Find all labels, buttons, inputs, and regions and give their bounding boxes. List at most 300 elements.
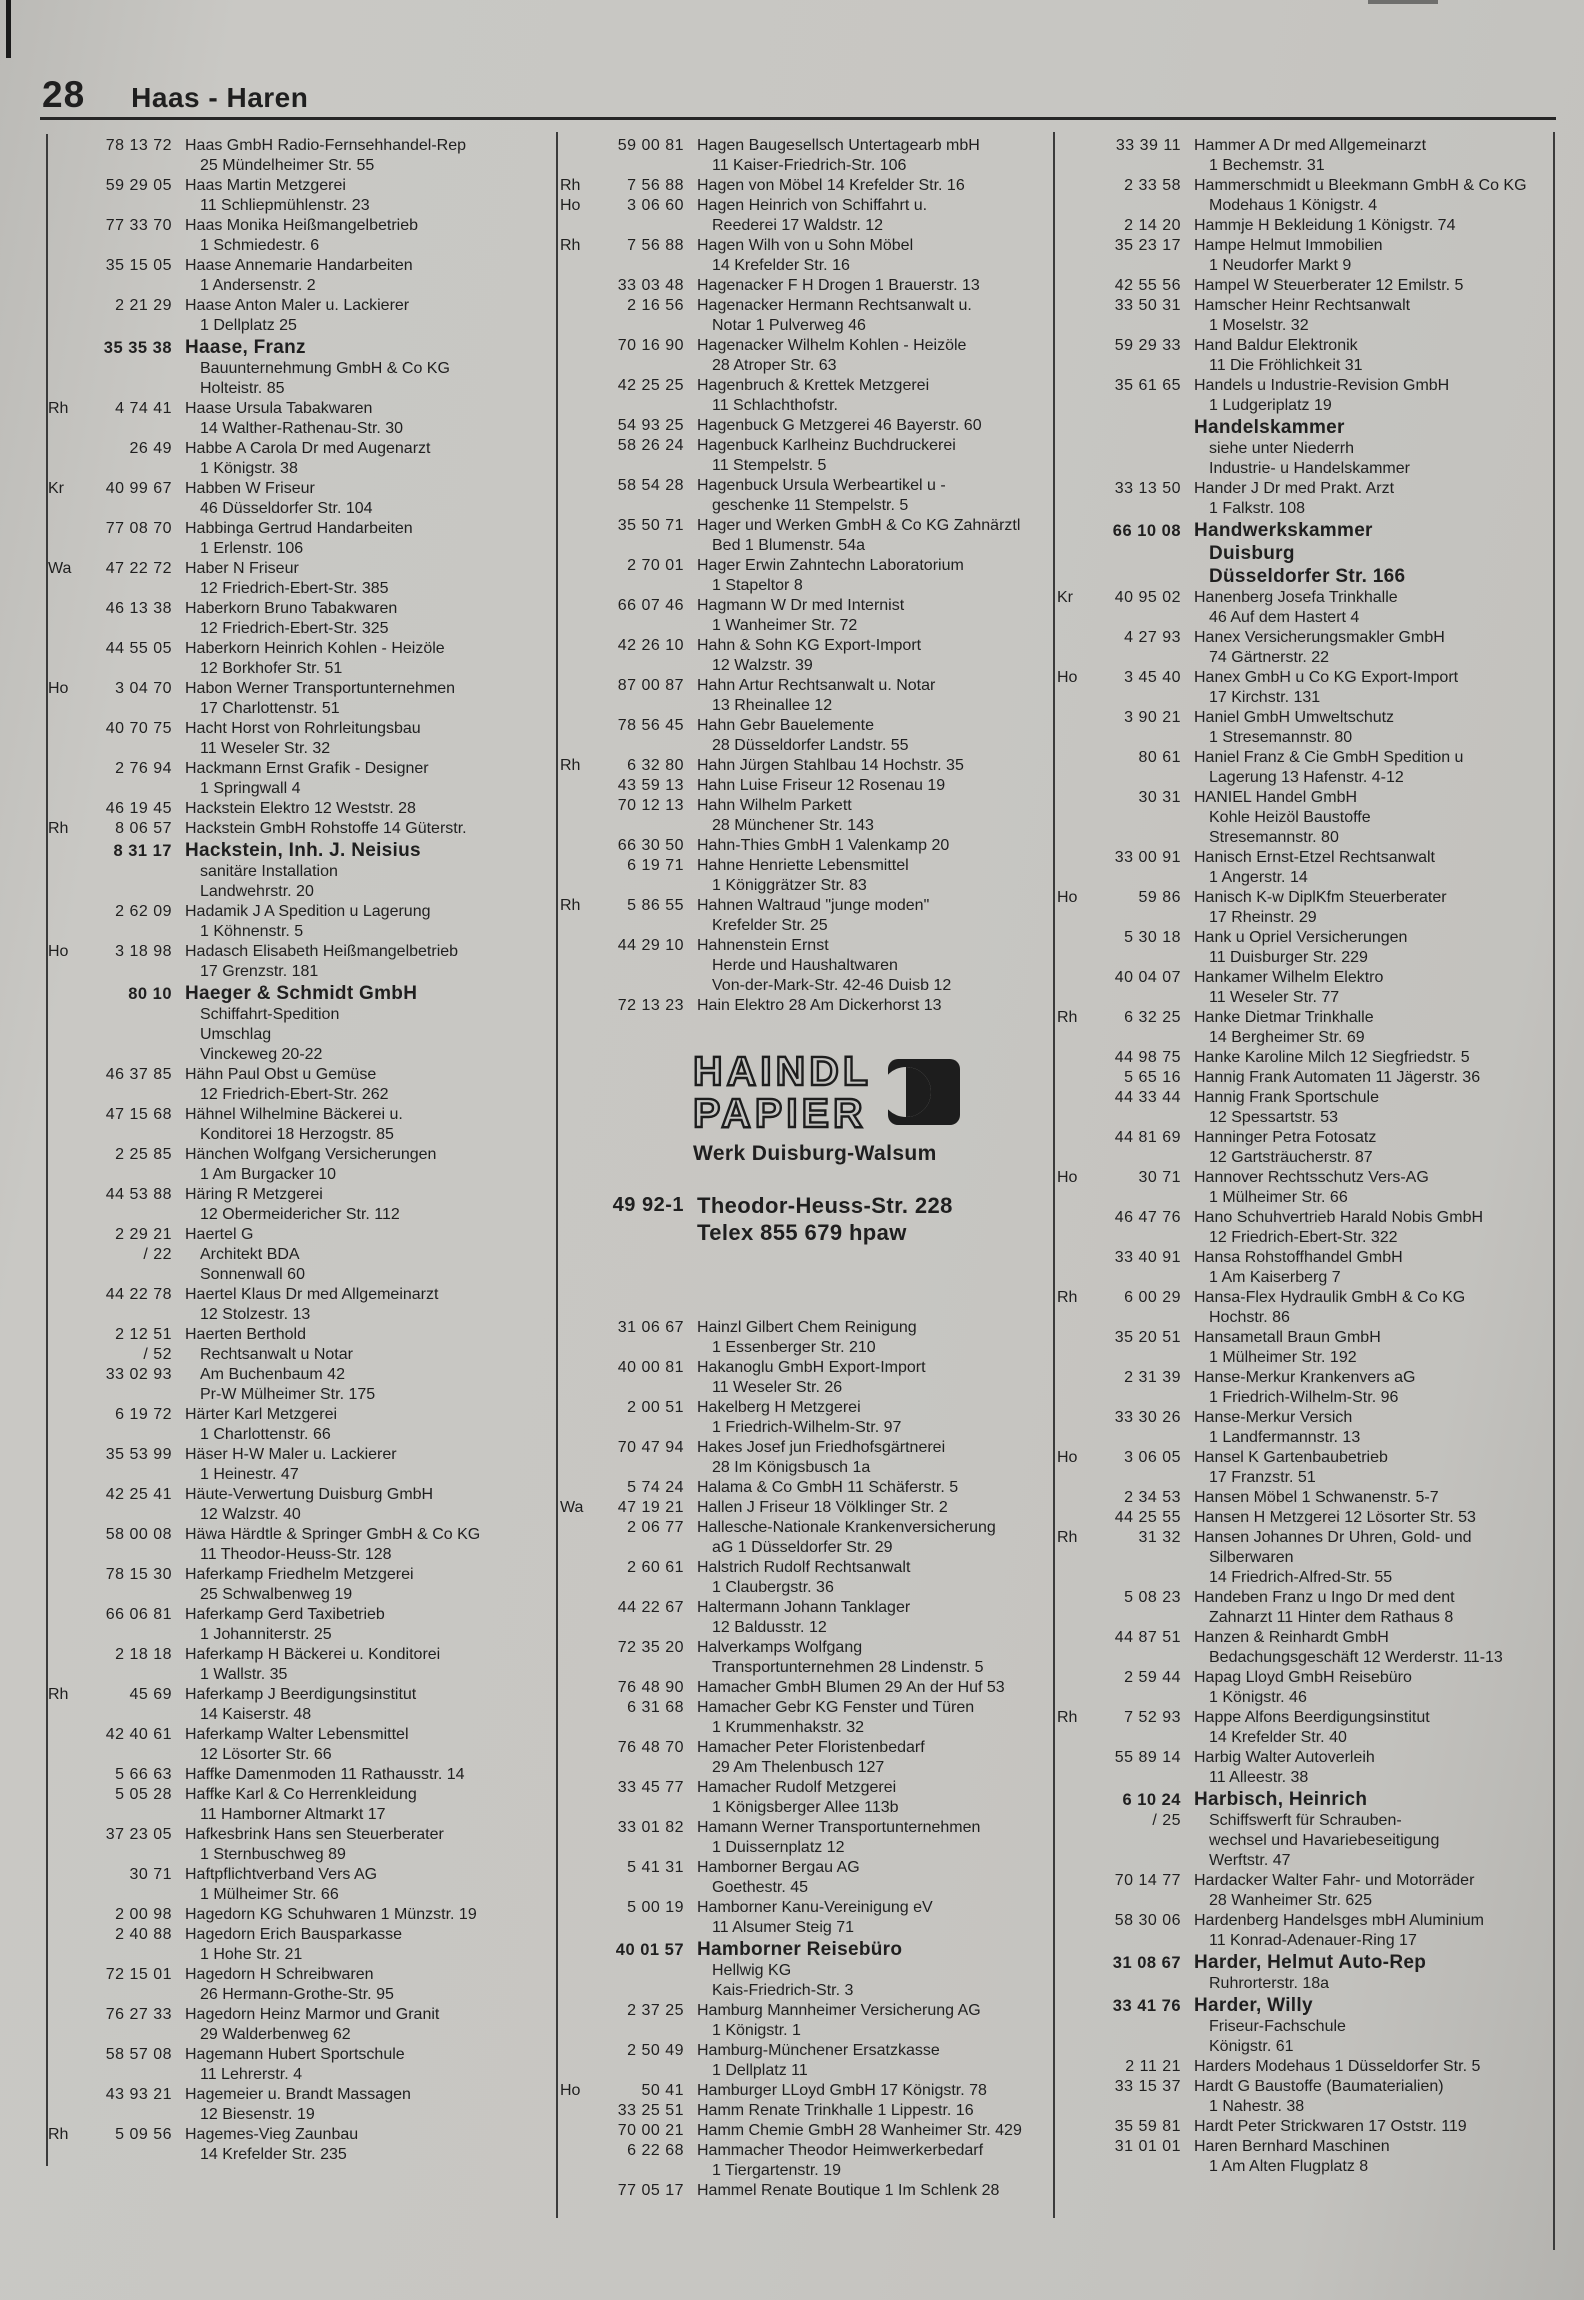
- directory-entry-bold-row: [1057, 542, 1551, 565]
- entry-text: Häwa Härdtle & Springer GmbH & Co KG: [185, 1526, 481, 1543]
- entry-text: 28 Wanheimer Str. 625: [1209, 1892, 1373, 1909]
- entry-text: Haase Ursula Tabakwaren: [185, 400, 373, 417]
- phone-number: 59 29 33: [1114, 337, 1181, 354]
- entry-text: Hamacher GmbH Blumen 29 An der Huf 53: [697, 1679, 1005, 1696]
- phone-number: 7 56 88: [627, 237, 684, 254]
- phone-number: 4 27 93: [1124, 629, 1181, 646]
- entry-text: Hagemeier u. Brandt Massagen: [185, 2086, 411, 2103]
- phone-number: 70 47 94: [617, 1439, 684, 1456]
- entry-text: Werftstr. 47: [1209, 1852, 1291, 1869]
- entry-text: 1 Am Alten Flugplatz 8: [1209, 2158, 1369, 2175]
- entry-text: Hander J Dr med Prakt. Arzt: [1194, 480, 1395, 497]
- entry-text: Hakanoglu GmbH Export-Import: [697, 1359, 926, 1376]
- directory-entry-row: [1057, 1108, 1551, 1128]
- entry-text: 1 Am Kaiserberg 7: [1209, 1269, 1341, 1286]
- directory-entry-row: [560, 1738, 1051, 1758]
- entry-text: Hallen J Friseur 18 Völklinger Str. 2: [697, 1499, 948, 1516]
- directory-entry-bold-row: [1057, 1994, 1551, 2017]
- phone-number: 70 16 90: [617, 337, 684, 354]
- directory-entry-row: [48, 479, 553, 499]
- entry-text: wechsel und Havariebeseitigung: [1209, 1832, 1440, 1849]
- directory-entry-row: [48, 759, 553, 779]
- directory-entry-row: [560, 976, 1051, 996]
- phone-number: 50 41: [641, 2082, 684, 2099]
- phone-number: 44 29 10: [617, 937, 684, 954]
- directory-entry-row: [1057, 2137, 1551, 2157]
- entry-text: Hammerschmidt u Bleekmann GmbH & Co KG: [1194, 177, 1527, 194]
- entry-text: Hackstein, Inh. J. Neisius: [185, 840, 421, 861]
- phone-number: 5 09 56: [115, 2126, 172, 2143]
- directory-entry-bold-row: [1057, 519, 1551, 542]
- entry-text: Haniel GmbH Umweltschutz: [1194, 709, 1395, 726]
- phone-number: 35 50 71: [617, 517, 684, 534]
- phone-number: 2 29 21: [115, 1226, 172, 1243]
- entry-text: Friseur-Fachschule: [1209, 2018, 1346, 2035]
- directory-entry-row: [48, 1045, 553, 1065]
- ad-plant-name: Werk Duisburg-Walsum: [693, 1142, 937, 1165]
- phone-number: 5 74 24: [627, 1479, 684, 1496]
- directory-entry-row: [1057, 1268, 1551, 1288]
- entry-text: 11 Konrad-Adenauer-Ring 17: [1209, 1932, 1417, 1949]
- scan-artifact: [6, 0, 11, 58]
- entry-text: Hansel K Gartenbaubetrieb: [1194, 1449, 1388, 1466]
- phone-number: 54 93 25: [617, 417, 684, 434]
- directory-entry-row: [48, 2145, 553, 2165]
- phone-number: 33 13 50: [1114, 480, 1181, 497]
- phone-number: 78 15 30: [105, 1566, 172, 1583]
- directory-entry-row: [1057, 236, 1551, 256]
- directory-entry-row: [48, 519, 553, 539]
- entry-text: Hadasch Elisabeth Heißmangelbetrieb: [185, 943, 459, 960]
- directory-entry-row: [48, 1625, 553, 1645]
- phone-number: 40 70 75: [105, 720, 172, 737]
- exchange-prefix: Rh: [1057, 1289, 1078, 1306]
- entry-text: 1 Mülheimer Str. 66: [200, 1886, 339, 1903]
- directory-entry-row: [560, 396, 1051, 416]
- phone-number: 2 34 53: [1124, 1489, 1181, 1506]
- directory-entry-row: [1057, 908, 1551, 928]
- directory-entry-row: [560, 636, 1051, 656]
- phone-number: 2 21 29: [115, 297, 172, 314]
- entry-text: Lagerung 13 Hafenstr. 4-12: [1209, 769, 1404, 786]
- column-middle-entries-bottom: [560, 1318, 1051, 2201]
- phone-number: 31 01 01: [1114, 2138, 1181, 2155]
- directory-entry-row: [48, 699, 553, 719]
- directory-entry-row: [560, 1378, 1051, 1398]
- directory-entry-row: [1057, 1608, 1551, 1628]
- entry-text: Hamburger LLoyd GmbH 17 Königstr. 78: [697, 2082, 987, 2099]
- entry-text: Haertel G: [185, 1226, 254, 1243]
- entry-text: 1 Sternbuschweg 89: [200, 1846, 346, 1863]
- entry-text: Hahn Artur Rechtsanwalt u. Notar: [697, 677, 936, 694]
- entry-text: Haffke Damenmoden 11 Rathausstr. 14: [185, 1766, 465, 1783]
- entry-text: Haase Anton Maler u. Lackierer: [185, 297, 410, 314]
- entry-text: 11 Weseler Str. 77: [1209, 989, 1340, 1006]
- directory-entry-row: [48, 1425, 553, 1445]
- entry-text: 28 Düsseldorfer Landstr. 55: [712, 737, 909, 754]
- directory-entry-row: [560, 1318, 1051, 1338]
- directory-entry-row: [48, 1645, 553, 1665]
- entry-text: Harder, Helmut Auto-Rep: [1194, 1952, 1427, 1973]
- directory-entry-row: [1057, 648, 1551, 668]
- entry-text: Hanse-Merkur Krankenvers aG: [1194, 1369, 1416, 1386]
- entry-text: 1 Königstr. 38: [200, 460, 298, 477]
- ad-address: [697, 1192, 953, 1246]
- column-left: [48, 136, 553, 2165]
- entry-text: 1 Wallstr. 35: [200, 1666, 288, 1683]
- entry-text: 25 Schwalbenweg 19: [200, 1586, 353, 1603]
- scan-artifact: [1368, 0, 1438, 4]
- entry-text: Hamborner Kanu-Vereinigung eV: [697, 1899, 933, 1916]
- directory-entry-row: [560, 476, 1051, 496]
- page-header: [42, 74, 308, 116]
- phone-number: 80 10: [128, 985, 172, 1003]
- entry-text: 1 Königsberger Allee 113b: [712, 1799, 899, 1816]
- directory-entry-row: [1057, 1208, 1551, 1228]
- entry-text: Duisburg: [1209, 543, 1295, 564]
- directory-entry-row: [560, 296, 1051, 316]
- entry-text: 1 Dellplatz 11: [712, 2062, 808, 2079]
- column-right: [1057, 136, 1551, 2177]
- directory-entry-row: [48, 1265, 553, 1285]
- directory-entry-row: [1057, 1088, 1551, 1108]
- directory-entry-row: [1057, 1628, 1551, 1648]
- entry-text: 1 Angerstr. 14: [1209, 869, 1308, 886]
- phone-number: 70 12 13: [617, 797, 684, 814]
- directory-entry-row: [1057, 788, 1551, 808]
- directory-entry-row: [560, 2181, 1051, 2201]
- entry-text: Hagedorn Heinz Marmor und Granit: [185, 2006, 440, 2023]
- logo-word-haindl: HAINDL: [693, 1048, 872, 1094]
- entry-text: Umschlag: [200, 1026, 272, 1043]
- entry-text: Von-der-Mark-Str. 42-46 Duisb 12: [712, 977, 952, 994]
- directory-entry-row: [1057, 356, 1551, 376]
- entry-text: Häute-Verwertung Duisburg GmbH: [185, 1486, 434, 1503]
- haindl-papier-logo-text: [693, 1050, 872, 1134]
- directory-entry-row: [48, 316, 553, 336]
- phone-number: 8 06 57: [115, 820, 172, 837]
- exchange-prefix: Rh: [48, 820, 69, 837]
- exchange-prefix: Kr: [1057, 589, 1073, 606]
- entry-text: 12 Friedrich-Ebert-Str. 385: [200, 580, 389, 597]
- entry-text: 12 Friedrich-Ebert-Str. 325: [200, 620, 389, 637]
- directory-entry-row: [48, 1325, 553, 1345]
- entry-text: Hagedorn Erich Bausparkasse: [185, 1926, 403, 1943]
- directory-entry-row: [1057, 948, 1551, 968]
- phone-number: 2 16 56: [627, 297, 684, 314]
- entry-text: 1 Krummenhakstr. 32: [712, 1719, 865, 1736]
- entry-text: 11 Hamborner Altmarkt 17: [200, 1806, 386, 1823]
- directory-entry-row: [48, 1165, 553, 1185]
- directory-entry-row: [48, 659, 553, 679]
- entry-text: Hansen Möbel 1 Schwanenstr. 5-7: [1194, 1489, 1439, 1506]
- entry-text: Hardt Peter Strickwaren 17 Oststr. 119: [1194, 2118, 1467, 2135]
- entry-text: Landwehrstr. 20: [200, 883, 314, 900]
- directory-entry-row: [48, 359, 553, 379]
- phone-number: 2 06 77: [627, 1519, 684, 1536]
- entry-text: 11 Schliepmühlenstr. 23: [200, 197, 370, 214]
- entry-text: Sonnenwall 60: [200, 1266, 305, 1283]
- entry-text: siehe unter Niederrh: [1209, 440, 1354, 457]
- directory-entry-row: [48, 1125, 553, 1145]
- phone-number: 35 53 99: [105, 1446, 172, 1463]
- directory-entry-row: [48, 639, 553, 659]
- entry-text: 1 Heinestr. 47: [200, 1466, 299, 1483]
- directory-entry-row: [1057, 1588, 1551, 1608]
- directory-entry-row: [1057, 1831, 1551, 1851]
- entry-text: Häser H-W Maler u. Lackierer: [185, 1446, 397, 1463]
- phone-number: 2 31 39: [1124, 1369, 1181, 1386]
- entry-text: Notar 1 Pulverweg 46: [712, 317, 866, 334]
- directory-entry-row: [560, 956, 1051, 976]
- entry-text: 12 Walzstr. 40: [200, 1506, 301, 1523]
- entry-text: Bed 1 Blumenstr. 54a: [712, 537, 865, 554]
- directory-entry-row: [1057, 888, 1551, 908]
- entry-text: Königstr. 61: [1209, 2038, 1294, 2055]
- directory-entry-row: [1057, 688, 1551, 708]
- entry-text: 1 Ludgeriplatz 19: [1209, 397, 1332, 414]
- column-middle-entries-top: [560, 136, 1051, 1016]
- entry-text: Hainzl Gilbert Chem Reinigung: [697, 1319, 917, 1336]
- directory-entry-row: [1057, 768, 1551, 788]
- entry-text: 11 Schlachthofstr.: [712, 397, 838, 414]
- directory-entry-row: [48, 1405, 553, 1425]
- entry-text: 12 Biesenstr. 19: [200, 2106, 315, 2123]
- directory-entry-row: [1057, 1931, 1551, 1951]
- entry-text: Hain Elektro 28 Am Dickerhorst 13: [697, 997, 942, 1014]
- directory-entry-row: [1057, 1851, 1551, 1871]
- exchange-prefix: Ho: [1057, 669, 1078, 686]
- directory-entry-row: [560, 856, 1051, 876]
- phone-number: 42 55 56: [1114, 277, 1181, 294]
- phone-number: / 52: [143, 1346, 172, 1363]
- directory-entry-row: [48, 579, 553, 599]
- entry-text: Ruhrorterstr. 18a: [1209, 1975, 1330, 1992]
- phone-number: 44 55 05: [105, 640, 172, 657]
- entry-text: Hanzen & Reinhardt GmbH: [1194, 1629, 1389, 1646]
- entry-text: Schiffahrt-Spedition: [200, 1006, 340, 1023]
- entry-text: Hellwig KG: [712, 1962, 792, 1979]
- directory-entry-bold-row: [48, 839, 553, 862]
- entry-text: 17 Rheinstr. 29: [1209, 909, 1317, 926]
- directory-entry-row: [1057, 1328, 1551, 1348]
- header-rule: [40, 117, 1556, 120]
- entry-text: Hammacher Theodor Heimwerkerbedarf: [697, 2142, 984, 2159]
- entry-text: Haniel Franz & Cie GmbH Spedition u: [1194, 749, 1464, 766]
- entry-text: 12 Gartsträucherstr. 87: [1209, 1149, 1373, 1166]
- entry-text: Hannig Frank Sportschule: [1194, 1089, 1379, 1106]
- directory-entry-row: [1057, 316, 1551, 336]
- directory-entry-row: [560, 2061, 1051, 2081]
- directory-entry-row: [560, 336, 1051, 356]
- phone-number: 58 00 08: [105, 1526, 172, 1543]
- directory-entry-row: [1057, 2037, 1551, 2057]
- entry-text: Hamann Werner Transportunternehmen: [697, 1819, 981, 1836]
- directory-entry-row: [48, 1205, 553, 1225]
- entry-text: 46 Auf dem Hastert 4: [1209, 609, 1360, 626]
- entry-text: Haltermann Johann Tanklager: [697, 1599, 911, 1616]
- directory-entry-row: [1057, 928, 1551, 948]
- entry-text: Halama & Co GmbH 11 Schäferstr. 5: [697, 1479, 959, 1496]
- entry-text: Hahn Luise Friseur 12 Rosenau 19: [697, 777, 946, 794]
- phone-number: 44 87 51: [1114, 1629, 1181, 1646]
- entry-text: Industrie- u Handelskammer: [1209, 460, 1410, 477]
- directory-entry-row: [560, 1618, 1051, 1638]
- directory-entry-row: [1057, 1368, 1551, 1388]
- entry-text: Hamacher Peter Floristenbedarf: [697, 1739, 925, 1756]
- directory-entry-row: [560, 1478, 1051, 1498]
- entry-text: 29 Am Thelenbusch 127: [712, 1759, 885, 1776]
- entry-text: 28 Im Königsbusch 1a: [712, 1459, 871, 1476]
- directory-entry-row: [1057, 1508, 1551, 1528]
- entry-text: Hahne Henriette Lebensmittel: [697, 857, 909, 874]
- directory-entry-row: [48, 902, 553, 922]
- entry-text: Hamborner Reisebüro: [697, 1939, 903, 1960]
- phone-number: 43 93 21: [105, 2086, 172, 2103]
- directory-entry-row: [1057, 1148, 1551, 1168]
- entry-text: Hagenbuck Karlheinz Buchdruckerei: [697, 437, 956, 454]
- directory-entry-row: [48, 1245, 553, 1265]
- phone-number: 59 86: [1138, 889, 1181, 906]
- directory-entry-row: [48, 1485, 553, 1505]
- directory-entry-row: [560, 616, 1051, 636]
- entry-text: Hahnenstein Ernst: [697, 937, 829, 954]
- phone-number: 40 00 81: [617, 1359, 684, 1376]
- entry-text: Happe Alfons Beerdigungsinstitut: [1194, 1709, 1430, 1726]
- directory-entry-row: [560, 1858, 1051, 1878]
- directory-entry-row: [1057, 1891, 1551, 1911]
- entry-text: Modehaus 1 Königstr. 4: [1209, 197, 1378, 214]
- phone-number: 66 06 81: [105, 1606, 172, 1623]
- phone-number: 55 89 14: [1114, 1749, 1181, 1766]
- entry-text: 25 Mündelheimer Str. 55: [200, 157, 375, 174]
- phone-number: 2 00 51: [627, 1399, 684, 1416]
- entry-text: Hankamer Wilhelm Elektro: [1194, 969, 1384, 986]
- directory-entry-row: [560, 1961, 1051, 1981]
- directory-entry-row: [1057, 1348, 1551, 1368]
- directory-entry-row: [48, 599, 553, 619]
- phone-number: 66 10 08: [1112, 522, 1181, 540]
- directory-entry-row: [48, 1285, 553, 1305]
- exchange-prefix: Ho: [48, 943, 69, 960]
- directory-entry-row: [48, 1445, 553, 1465]
- entry-text: Hammer A Dr med Allgemeinarzt: [1194, 137, 1427, 154]
- directory-entry-row: [1057, 848, 1551, 868]
- entry-text: Haas Monika Heißmangelbetrieb: [185, 217, 418, 234]
- directory-entry-row: [48, 1785, 553, 1805]
- phone-number: 7 56 88: [627, 177, 684, 194]
- directory-entry-row: [560, 1878, 1051, 1898]
- phone-number: 6 22 68: [627, 2142, 684, 2159]
- entry-text: 12 Obermeidericher Str. 112: [200, 1206, 400, 1223]
- directory-entry-row: [1057, 1308, 1551, 1328]
- entry-text: 1 Nahestr. 38: [1209, 2098, 1305, 2115]
- directory-entry-row: [560, 2081, 1051, 2101]
- entry-text: 17 Charlottenstr. 51: [200, 700, 340, 717]
- entry-text: 12 Spessartstr. 53: [1209, 1109, 1338, 1126]
- phone-number: 3 04 70: [115, 680, 172, 697]
- directory-entry-row: [48, 1885, 553, 1905]
- directory-entry-row: [1057, 628, 1551, 648]
- directory-entry-row: [1057, 1228, 1551, 1248]
- entry-text: Hagenbuck Ursula Werbeartikel u -: [697, 477, 946, 494]
- entry-text: Hand Baldur Elektronik: [1194, 337, 1358, 354]
- directory-entry-row: [560, 876, 1051, 896]
- directory-entry-row: [48, 559, 553, 579]
- directory-entry-row: [48, 1705, 553, 1725]
- entry-text: Hager und Werken GmbH & Co KG Zahnärztl: [697, 517, 1021, 534]
- phone-number: 33 45 77: [617, 1779, 684, 1796]
- phone-number: 33 01 82: [617, 1819, 684, 1836]
- directory-entry-row: [48, 1525, 553, 1545]
- entry-text: 1 Landfermannstr. 13: [1209, 1429, 1361, 1446]
- directory-entry-row: [560, 176, 1051, 196]
- directory-entry-row: [560, 796, 1051, 816]
- directory-entry-row: [1057, 728, 1551, 748]
- directory-entry-row: [48, 459, 553, 479]
- entry-text: Hallesche-Nationale Krankenversicherung: [697, 1519, 996, 1536]
- logo-word-papier: PAPIER: [693, 1090, 867, 1136]
- phone-number: 6 19 71: [627, 857, 684, 874]
- directory-entry-row: [48, 2025, 553, 2045]
- phone-number: 3 06 05: [1124, 1449, 1181, 1466]
- phone-number: 6 10 24: [1122, 1791, 1181, 1809]
- directory-entry-row: [1057, 2017, 1551, 2037]
- ad-phone-number: 49 92-1: [612, 1194, 684, 1216]
- entry-text: Hammje H Bekleidung 1 Königstr. 74: [1194, 217, 1456, 234]
- directory-entry-row: [48, 2085, 553, 2105]
- phone-number: 35 59 81: [1114, 2118, 1181, 2135]
- directory-entry-row: [48, 942, 553, 962]
- directory-entry-row: [560, 2041, 1051, 2061]
- phone-number: 58 26 24: [617, 437, 684, 454]
- directory-entry-row: [48, 1225, 553, 1245]
- phone-number: 46 13 38: [105, 600, 172, 617]
- entry-text: 11 Stempelstr. 5: [712, 457, 827, 474]
- entry-text: Haren Bernhard Maschinen: [1194, 2138, 1390, 2155]
- phone-number: 59 00 81: [617, 137, 684, 154]
- entry-text: Hanninger Petra Fotosatz: [1194, 1129, 1377, 1146]
- exchange-prefix: Rh: [560, 757, 581, 774]
- entry-text: 1 Königstr. 1: [712, 2022, 801, 2039]
- entry-text: 11 Die Fröhlichkeit 31: [1209, 357, 1363, 374]
- entry-text: 29 Walderbenweg 62: [200, 2026, 351, 2043]
- entry-text: 1 Hohe Str. 21: [200, 1946, 303, 1963]
- directory-entry-row: [48, 156, 553, 176]
- phone-number: 30 31: [1138, 789, 1181, 806]
- phone-number: 2 33 58: [1124, 177, 1181, 194]
- entry-text: Bedachungsgeschäft 12 Werderstr. 11-13: [1209, 1649, 1503, 1666]
- directory-entry-row: [1057, 828, 1551, 848]
- phone-number: 44 98 75: [1114, 1049, 1181, 1066]
- directory-entry-row: [1057, 196, 1551, 216]
- directory-entry-row: [48, 1905, 553, 1925]
- entry-text: 1 Erlenstr. 106: [200, 540, 304, 557]
- entry-text: Halverkamps Wolfgang: [697, 1639, 863, 1656]
- directory-entry-row: [48, 1185, 553, 1205]
- phone-number: 77 08 70: [105, 520, 172, 537]
- directory-entry-row: [1057, 1488, 1551, 1508]
- entry-text: geschenke 11 Stempelstr. 5: [712, 497, 909, 514]
- directory-entry-row: [560, 1798, 1051, 1818]
- directory-entry-row: [560, 1758, 1051, 1778]
- directory-entry-row: [560, 1981, 1051, 2001]
- phone-number: 70 00 21: [617, 2122, 684, 2139]
- phone-number: 40 95 02: [1114, 589, 1181, 606]
- phone-number: 31 06 67: [617, 1319, 684, 1336]
- phone-number: 2 40 88: [115, 1926, 172, 1943]
- entry-text: Hacht Horst von Rohrleitungsbau: [185, 720, 421, 737]
